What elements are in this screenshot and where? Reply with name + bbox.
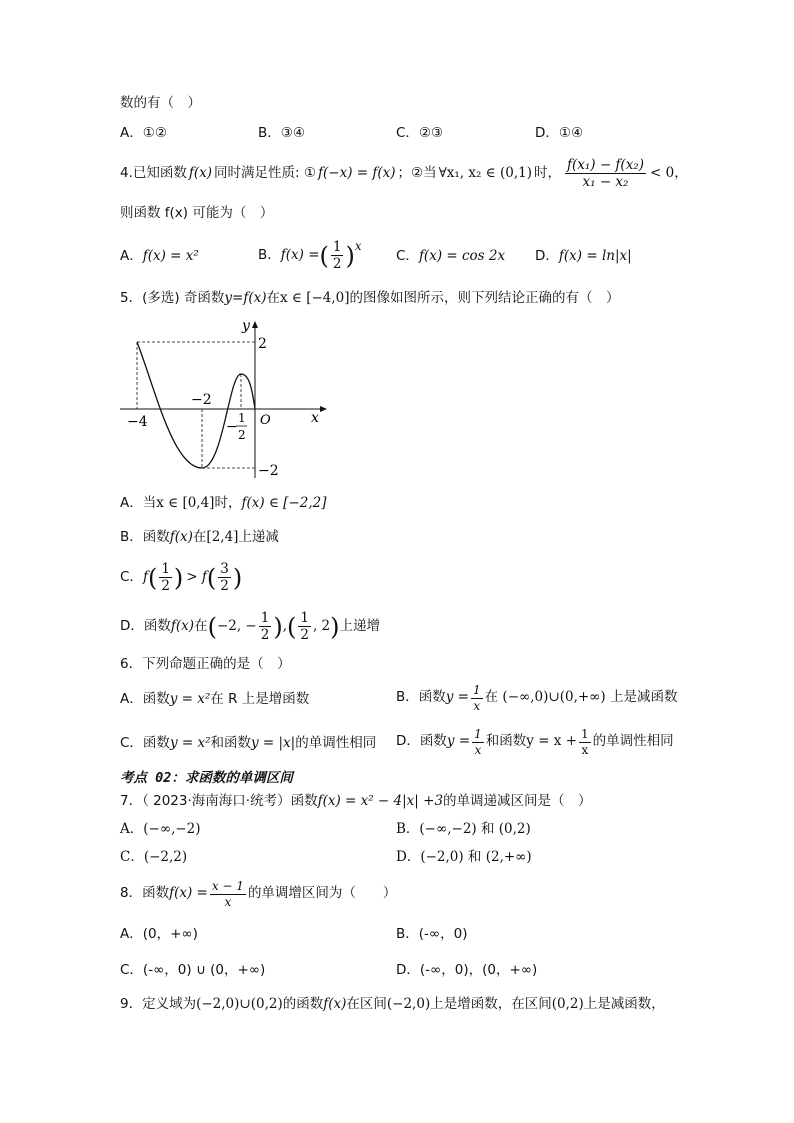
q4-option-c: C．f(x) = cos 2x: [396, 248, 506, 264]
q4-lead: 4.已知函数: [120, 164, 187, 181]
q7-option-b: B．(−∞,−2) 和 (0,2): [396, 821, 531, 837]
section-heading: 考点 02：求函数的单调区间: [120, 770, 293, 786]
q5-option-a: A．当x ∈ [0,4]时，f(x) ∈ [−2,2]: [120, 495, 327, 511]
q3-option-a: A．①②: [120, 125, 167, 141]
q6-option-c: C．函数y = x²和函数y = |x|的单调性相同: [120, 735, 377, 751]
q4-line2: 则函数 f(x) 可能为（ ）: [120, 205, 274, 221]
q9-stem: 9．定义域为(−2,0)∪(0,2)的函数f(x)在区间(−2,0)上是增函数，在区间(0,2)上是减函数，: [120, 996, 665, 1012]
q3-tail: 数的有（ ）: [120, 95, 201, 111]
q8-stem: 8．函数 f(x) = $\frac{x - 1}{x}$ 的单调增区间为（ ）: [120, 879, 397, 909]
origin-label: O: [260, 413, 271, 428]
q4-frac-den: x₁ − x₂: [582, 174, 629, 191]
q8-option-d: D．(-∞，0)，(0，+∞): [396, 962, 538, 978]
x-axis-label: x: [311, 410, 319, 426]
q4-semi: ；②当: [397, 164, 437, 181]
q7-stem: 7．（ 2023·海南海口·统考）函数f(x) = x² − 4|x| +3的单调递减区间是（ ）: [120, 793, 592, 809]
q7-option-c: C．(−2,2): [120, 849, 188, 865]
q7-option-a: A．(−∞,−2): [120, 821, 201, 837]
x-axis-arrow: [320, 406, 327, 412]
q3-option-c: C．②③: [396, 125, 444, 141]
q5-function-graph: [115, 318, 330, 483]
q3-option-d: D．①④: [535, 125, 584, 141]
tick-x-half-num: 1: [238, 411, 246, 425]
q6-option-d: D．函数 y = $\frac{1}{x}$ 和函数 y = x + $\frac{1}{x}$ 的单调性相同: [396, 727, 674, 757]
q4-condition: ∀x₁, x₂ ∈ (0,1): [438, 164, 532, 181]
tick-x-neg-half-sign: −: [226, 419, 238, 435]
q4-stem: [120, 158, 688, 189]
q7-option-d: D．(−2,0) 和 (2,+∞): [396, 849, 532, 865]
tick-x-half-den: 2: [238, 428, 246, 442]
q4-lt0: < 0，: [650, 164, 688, 181]
q4-fraction: [565, 158, 646, 189]
q8-option-c: C．(-∞，0) ∪ (0，+∞): [120, 962, 266, 978]
q4-option-a: A．f(x) = x²: [120, 248, 199, 264]
q6-stem: 6．下列命题正确的是（ ）: [120, 656, 291, 672]
q4-frac-num: f(x₁) − f(x₂): [566, 157, 644, 173]
q4-fx: f(x): [188, 164, 213, 181]
tick-x-neg4: −4: [127, 414, 148, 430]
q6-option-a: A．函数y = x²在 R 上是增函数: [120, 691, 310, 707]
q5-option-c: C． f ( $\frac{1}{2}$ ) > f ( $\frac{3}{2}$ ): [120, 561, 243, 595]
q4-mid: 同时满足性质: ①: [214, 164, 316, 181]
y-axis-label: y: [242, 318, 250, 334]
q5-option-b: B．函数f(x)在[2,4]上递减: [120, 529, 279, 545]
q6-option-b: B．函数 y = $\frac{1}{x}$ 在 (−∞,0)∪(0,+∞) 上是减函数: [396, 683, 678, 713]
y-axis-arrow: [252, 321, 258, 328]
q8-option-b: B．(-∞，0): [396, 926, 468, 942]
q4-option-b: B． f(x) = ( $\frac{1}{2}$ ) x: [258, 239, 362, 273]
q4-shi: 时，: [533, 164, 561, 181]
q3-option-b: B．③④: [258, 125, 305, 141]
q8-option-a: A．(0，+∞): [120, 926, 198, 942]
tick-y-neg2: −2: [258, 463, 279, 479]
tick-x-neg2: −2: [191, 392, 212, 408]
q5-option-d: D．函数 f(x) 在 ( −2, − $\frac{1}{2}$ ) , ( $\frac{1}{2}$ , 2 ) 上递增: [120, 610, 381, 644]
q5-stem: 5．(多选) 奇函数y=f(x)在x ∈ [−4,0]的图像如图所示，则下列结论正确的有（ ）: [120, 290, 620, 306]
q4-option-d: D．f(x) = ln|x|: [535, 248, 632, 264]
tick-y-2: 2: [258, 336, 267, 352]
q4-property-1: f(−x) = f(x): [318, 164, 396, 181]
